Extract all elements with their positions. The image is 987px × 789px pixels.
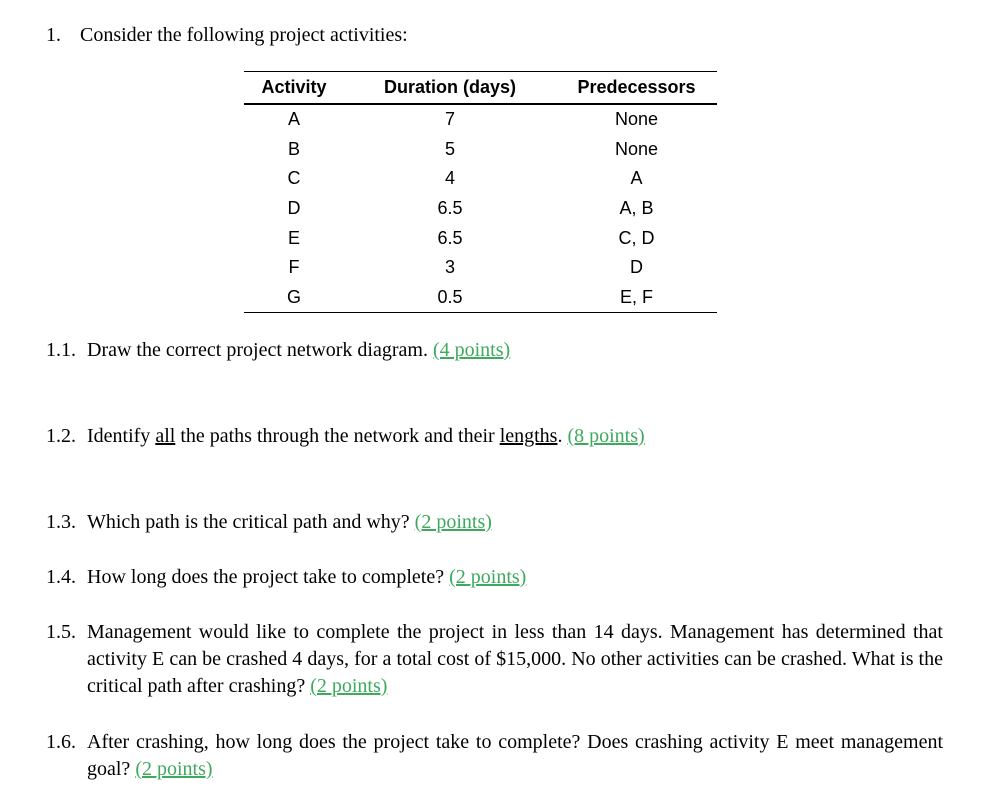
question-1: [46, 24, 408, 47]
cell-duration: 4: [444, 168, 455, 189]
cell-activity: B: [287, 138, 300, 159]
points-label: (4 points): [432, 339, 511, 361]
cell-predecessors: A: [630, 168, 643, 189]
points-label: (2 points): [310, 675, 388, 697]
question-text-part: the paths through the network and their: [180, 425, 495, 447]
table-row: [244, 164, 717, 194]
question-number: 1.4.: [46, 566, 76, 588]
cell-duration: 5: [444, 138, 455, 159]
question-text: How long does the project take to complete?: [87, 566, 445, 588]
table-header-row: [244, 72, 717, 105]
cell-predecessors: E, F: [556, 283, 717, 313]
question-number: 1.6.: [46, 731, 76, 753]
cell-activity: G: [244, 283, 344, 313]
question-text: After crashing, how long does the project take to complete? Does crashing activity E meet management goal?: [87, 731, 943, 780]
points-label: (2 points): [449, 566, 527, 588]
header-predecessors: Predecessors: [556, 72, 717, 105]
table-row: [244, 135, 717, 165]
cell-activity: C: [287, 168, 301, 189]
question-text-part: .: [557, 425, 563, 447]
cell-activity: F: [288, 257, 300, 278]
cell-duration: 0.5: [344, 283, 556, 313]
question-1-4: [46, 564, 943, 591]
table-row: [244, 104, 717, 135]
underlined-word-lengths: lengths: [499, 425, 558, 447]
table-row: [244, 223, 717, 253]
cell-activity: A: [287, 109, 300, 130]
activity-table: [244, 71, 717, 313]
points-label: (2 points): [414, 511, 492, 533]
cell-predecessors: None: [614, 138, 659, 159]
question-number: 1.3.: [46, 511, 76, 533]
question-number: 1.1.: [46, 339, 76, 361]
question-text: Draw the correct project network diagram.: [87, 339, 428, 361]
cell-predecessors: None: [614, 109, 659, 130]
question-1-5: [46, 619, 943, 700]
cell-duration: 6.5: [437, 227, 463, 248]
question-text-part: Identify: [87, 425, 151, 447]
cell-predecessors: A, B: [619, 198, 654, 219]
header-duration: Duration (days): [344, 72, 556, 105]
question-number: 1.2.: [46, 425, 76, 447]
question-1-3: [46, 509, 943, 536]
cell-duration: 7: [444, 109, 455, 130]
question-text: Consider the following project activities:: [80, 24, 408, 46]
cell-duration: 6.5: [437, 198, 463, 219]
cell-predecessors: D: [630, 257, 643, 278]
points-label: (8 points): [567, 425, 645, 447]
question-text: Which path is the critical path and why?: [87, 511, 410, 533]
question-1-1: [46, 337, 943, 364]
question-text: Management would like to complete the project in less than 14 days. Management has determined that activity E can be crashed 4 days, for a total cost of $15,000. No other activities can be crashed. What is the critical path after crashing?: [87, 621, 943, 697]
points-label: (2 points): [135, 758, 213, 780]
table-row: [244, 194, 717, 224]
underlined-word-all: all: [155, 425, 176, 447]
cell-duration: 3: [444, 257, 455, 278]
cell-predecessors: C, D: [618, 227, 655, 248]
question-1-6: [46, 729, 943, 783]
question-number: 1.5.: [46, 621, 76, 643]
question-1-2: [46, 423, 943, 450]
cell-activity: D: [287, 198, 301, 219]
table-row: [244, 253, 717, 283]
table-row: [244, 283, 717, 313]
question-number: 1.: [46, 24, 61, 46]
cell-activity: E: [287, 227, 300, 248]
header-activity: Activity: [244, 72, 344, 105]
